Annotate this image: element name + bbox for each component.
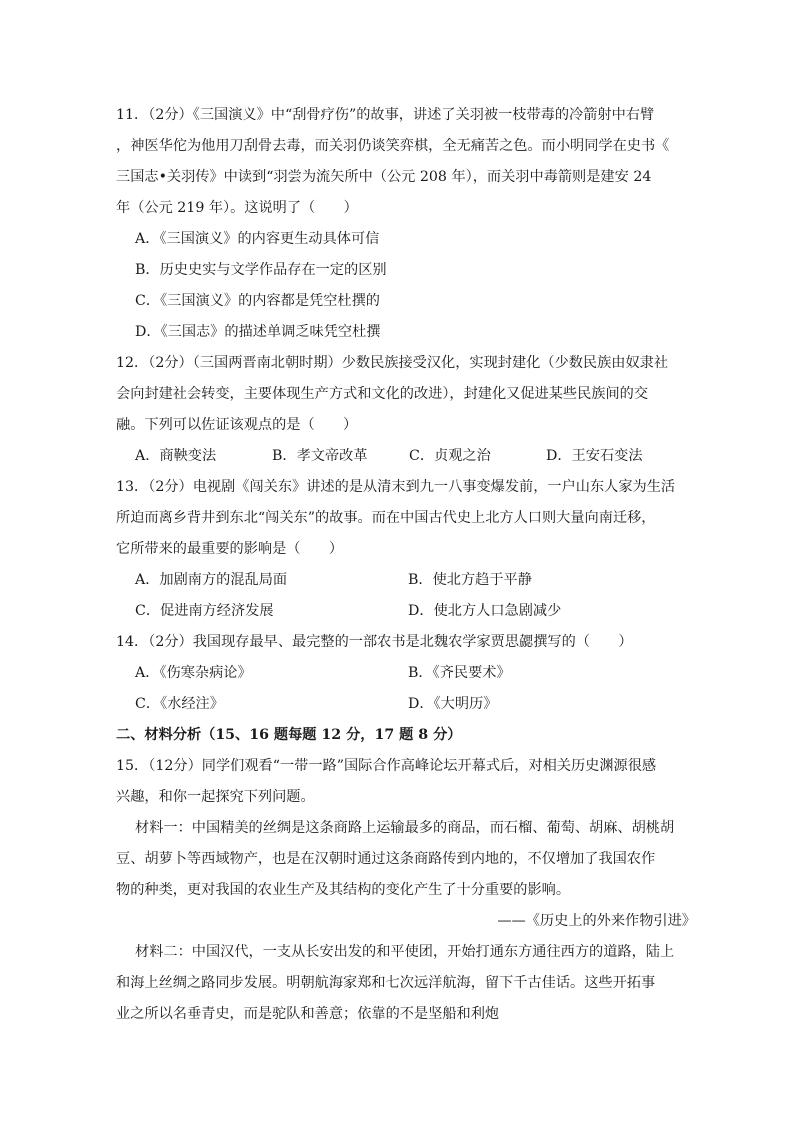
question-13-option-b: B．使北方趋于平静 bbox=[408, 572, 532, 588]
question-13-option-d: D．使北方人口急剧减少 bbox=[408, 603, 562, 619]
material-2-line: 和海上丝绸之路同步发展。明朝航海家郑和七次远洋航海，留下千古佳话。这些开拓事 bbox=[116, 975, 656, 991]
material-1-line: 物的种类，更对我国的农业生产及其结构的变化产生了十分重要的影响。 bbox=[116, 882, 571, 898]
question-15-stem-line: 15．（12分）同学们观看“一带一路”国际合作高峰论坛开幕式后，对相关历史渊源很感 bbox=[116, 758, 657, 774]
question-13-options-row-1 bbox=[116, 565, 696, 596]
question-12-option-b: B．孝文帝改革 bbox=[272, 448, 368, 464]
question-14-option-a: A．《伤寒杂病论》 bbox=[135, 665, 252, 681]
question-13-stem-line: 13．（2分）电视剧《闯关东》讲述的是从清末到九一八事变爆发前，一户山东人家为生活 bbox=[116, 479, 676, 495]
question-12 bbox=[116, 348, 696, 472]
question-11-stem-line: 三国志•关羽传》中读到“羽尝为流矢所中（公元 208 年），而关羽中毒箭则是建安 24 bbox=[116, 169, 652, 185]
question-13-options-row-2 bbox=[116, 596, 696, 627]
question-12-stem-line: 融。下列可以佐证该观点的是（ ） bbox=[116, 417, 358, 433]
question-14-options-row-2 bbox=[116, 689, 696, 720]
question-14-option-c: C．《水经注》 bbox=[135, 696, 224, 712]
question-11-option-a: A．《三国演义》的内容更生动具体可信 bbox=[135, 231, 380, 247]
question-11 bbox=[116, 100, 696, 348]
question-11-option-c: C．《三国演义》的内容都是凭空杜撰的 bbox=[135, 293, 380, 309]
question-15 bbox=[116, 751, 696, 1030]
question-12-option-d: D．王安石变法 bbox=[546, 448, 643, 464]
question-11-stem-line: ，神医华佗为他用刀刮骨去毒，而关羽仍谈笑弈棋，全无痛苦之色。而小明同学在史书《 bbox=[116, 138, 670, 154]
question-11-stem-line: 年（公元 219 年）。这说明了（ ） bbox=[116, 200, 358, 216]
question-11-option-b: B．历史史实与文学作品存在一定的区别 bbox=[135, 262, 387, 278]
page-content bbox=[116, 100, 696, 1030]
question-14-option-b: B．《齐民要术》 bbox=[408, 665, 511, 681]
question-13 bbox=[116, 472, 696, 627]
question-11-stem-line: 11．（2分）《三国演义》中“刮骨疗伤”的故事，讲述了关羽被一枝带毒的冷箭射中右臂 bbox=[116, 107, 655, 123]
question-11-option-d: D．《三国志》的描述单调乏味凭空杜撰 bbox=[135, 324, 381, 340]
material-2-line: 业之所以名垂青史，而是驼队和善意；依靠的不是坚船和利炮 bbox=[116, 1006, 500, 1022]
question-14-stem-line: 14．（2分）我国现存最早、最完整的一部农书是北魏农学家贾思勰撰写的（ ） bbox=[116, 634, 633, 650]
question-12-stem-line: 12．（2分）（三国两晋南北朝时期）少数民族接受汉化，实现封建化（少数民族由奴隶社 bbox=[116, 355, 669, 371]
question-13-option-c: C．促进南方经济发展 bbox=[135, 603, 274, 619]
question-12-options bbox=[116, 441, 696, 472]
material-1-line: 豆、胡萝卜等西域物产，也是在汉朝时通过这条商路传到内地的，不仅增加了我国农作 bbox=[116, 851, 656, 867]
question-12-option-c: C．贞观之治 bbox=[409, 448, 491, 464]
question-15-stem-line: 兴趣，和你一起探究下列问题。 bbox=[116, 789, 315, 805]
question-14-options-row-1 bbox=[116, 658, 696, 689]
question-13-stem-line: 所迫而离乡背井到东北“闯关东”的故事。而在中国古代史上北方人口则大量向南迁移， bbox=[116, 510, 656, 526]
material-1-source: ——《历史上的外来作物引进》 bbox=[497, 913, 696, 929]
question-12-option-a: A．商鞅变法 bbox=[135, 448, 217, 464]
material-2-line: 材料二：中国汉代，一支从长安出发的和平使团，开始打通东方通往西方的道路，陆上 bbox=[135, 944, 675, 960]
question-14 bbox=[116, 627, 696, 720]
question-14-option-d: D．《大明历》 bbox=[408, 696, 498, 712]
material-1-line: 材料一：中国精美的丝绸是这条商路上运输最多的商品，而石榴、葡萄、胡麻、胡桃胡 bbox=[135, 820, 675, 836]
question-13-stem-line: 它所带来的最重要的影响是（ ） bbox=[116, 541, 344, 557]
section-2-heading: 二、材料分析（15、16 题每题 12 分，17 题 8 分） bbox=[116, 727, 462, 743]
question-12-stem-line: 会向封建社会转变，主要体现生产方式和文化的改进），封建化又促进某些民族间的交 bbox=[116, 386, 649, 402]
question-13-option-a: A．加剧南方的混乱局面 bbox=[135, 572, 288, 588]
